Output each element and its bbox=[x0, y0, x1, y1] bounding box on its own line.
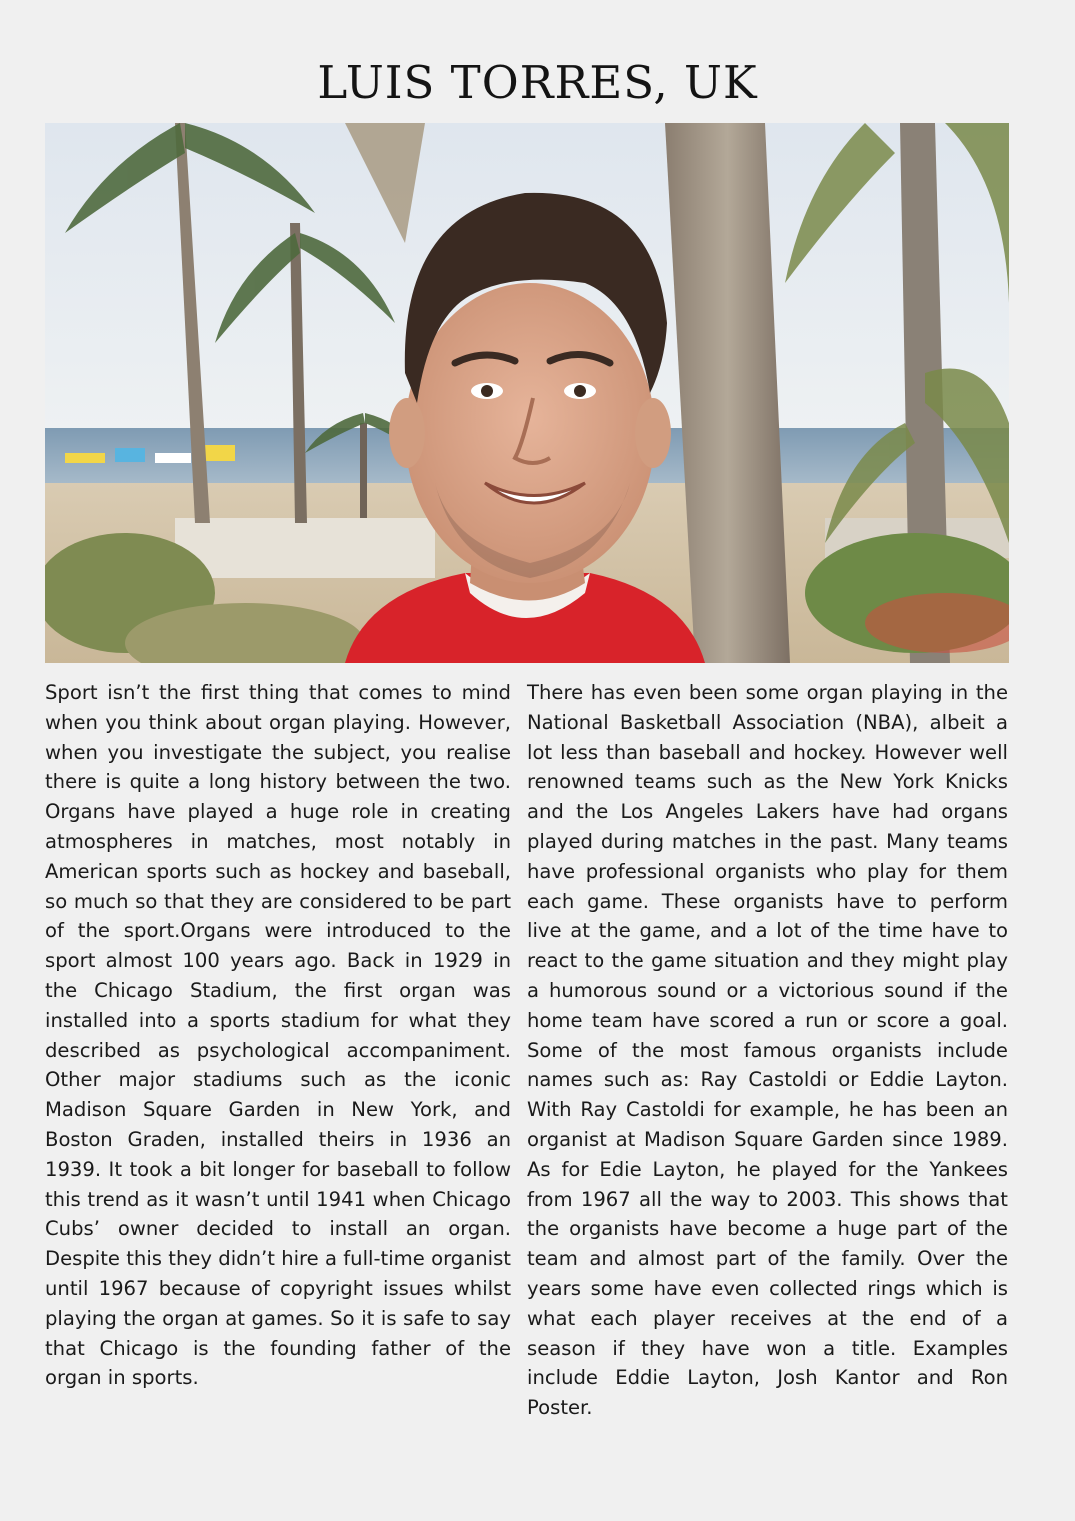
left-column-text: Sport isn’t the first thing that comes to mind when you think about organ playing. However, when you investigate the subject, you realise there is quite a long history between the two. Organs have played a huge role in creating atmospheres in matches, most notably in American sports such as hockey and baseball, so much so that they are considered to be part of the sport.Organs were introduced to the sport almost 100 years ago. Back in 1929 in the Chicago Stadium, the first organ was installed into a sports stadium for what they described as psychological accompaniment. Other major stadiums such as the iconic Madison Square Garden in New York, and Boston Graden, installed theirs in 1936 an 1939. It took a bit longer for baseball to follow this trend as it wasn’t until 1941 when Chicago Cubs’ owner decided to install an organ. Despite this they didn’t hire a full-time organist until 1967 because of copyright issues whilst playing the organ at games. So it is safe to say that Chicago is the founding father of the organ in sports. bbox=[45, 681, 511, 1390]
portrait-photo bbox=[45, 123, 1009, 663]
right-column-text: There has even been some organ playing in the National Basketball Association (NBA), albeit a lot less than baseball and hockey. However well renowned teams such as the New York Knicks and the Los Angeles Lakers have had organs played during matches in the past. Many teams have professional organists who play for them each game. These organists have to perform live at the game, and a lot of the time have to react to the game situation and they might play a humorous sound or a victorious sound if the home team have scored a run or score a goal. Some of the most famous organists include names such as: Ray Castoldi or Eddie Layton. With Ray Castoldi for example, he has been an organist at Madison Square Garden since 1989. As for Edie Layton, he played for the Yankees from 1967 all the way to 2003. This shows that the organists have become a huge part of the team and almost part of the family. Over the years some have even collected rings which is what each player receives at the end of a season if they have won a title. Examples include Eddie Layton, Josh Kantor and Ron Poster. bbox=[527, 681, 1008, 1420]
page-title: LUIS TORRES, UK bbox=[317, 56, 758, 109]
